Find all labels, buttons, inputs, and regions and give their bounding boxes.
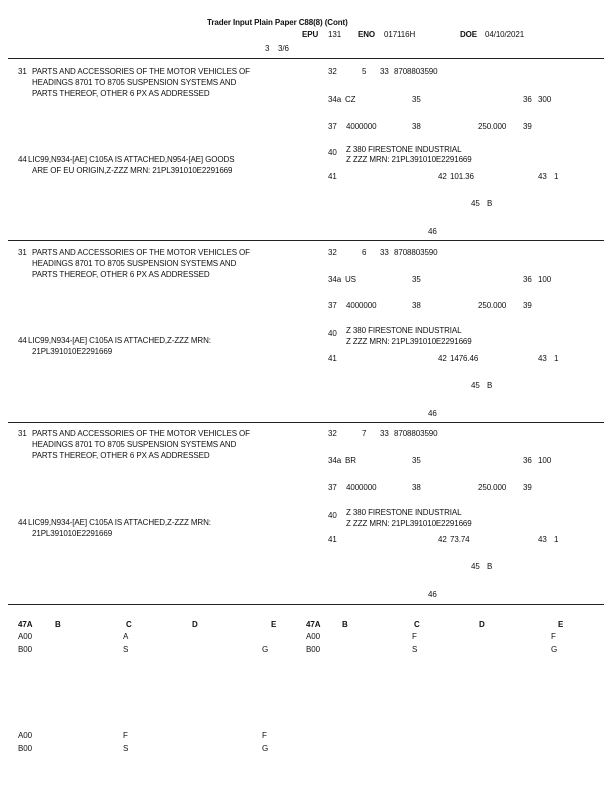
box38-label: 38 [412,301,421,310]
box35-label: 35 [412,95,421,104]
tax-header-47a: 47A [18,620,33,629]
previous-document-line-1: Z 380 FIRESTONE INDUSTRIAL [346,145,462,154]
box35-label: 35 [412,275,421,284]
origin-country: US [345,275,356,284]
tax-row-label: A00 [306,632,320,641]
box45-label: 45 [471,562,480,571]
tax-row-e: F [262,731,267,740]
box32-label: 32 [328,248,337,257]
box34a-label: 34a [328,95,342,104]
box33-label: 33 [380,248,389,257]
epu-value: 131 [328,30,342,39]
commodity-code: 8708803590 [394,248,438,257]
cpc-value: 4000000 [346,483,377,492]
box32-label: 32 [328,429,337,438]
box43-label: 43 [538,535,547,544]
item-number: 6 [362,248,367,257]
box41-label: 41 [328,535,337,544]
box42-label: 42 [438,172,447,181]
origin-country: BR [345,456,356,465]
box35-label: 35 [412,456,421,465]
tax-header-b: B [55,620,61,629]
item-separator [8,422,604,423]
tax-header-e: E [558,620,564,629]
box39-label: 39 [523,483,532,492]
box45-label: 45 [471,199,480,208]
box44-number: 44 [18,155,27,164]
box32-label: 32 [328,67,337,76]
box37-label: 37 [328,301,337,310]
tax-header-e: E [271,620,277,629]
box31-line-3: PARTS THEREOF, OTHER 6 PX AS ADDRESSED [32,451,210,460]
box41-label: 41 [328,354,337,363]
box43-value: 1 [554,354,559,363]
tax-header-d: D [192,620,198,629]
box36-value: 300 [538,95,552,104]
box31-line-2: HEADINGS 8701 TO 8705 SUSPENSION SYSTEMS AND [32,440,237,449]
box40-label: 40 [328,329,337,338]
previous-document-line-1: Z 380 FIRESTONE INDUSTRIAL [346,508,462,517]
box34a-label: 34a [328,456,342,465]
box31-line-1: PARTS AND ACCESSORIES OF THE MOTOR VEHICLES OF [32,248,250,257]
item-price: 101.36 [450,172,474,181]
net-mass: 250.000 [478,122,507,131]
item-number: 7 [362,429,367,438]
doe-label: DOE [460,30,478,39]
tax-row-label: B00 [18,744,32,753]
box31-line-2: HEADINGS 8701 TO 8705 SUSPENSION SYSTEMS AND [32,259,237,268]
item-separator [8,604,604,605]
box34a-label: 34a [328,275,342,284]
box43-value: 1 [554,172,559,181]
origin-country: CZ [345,95,356,104]
commodity-code: 8708803590 [394,429,438,438]
box31-number: 31 [18,67,27,76]
box40-label: 40 [328,148,337,157]
previous-document-line-2: Z ZZZ MRN: 21PL391010E2291669 [346,337,472,346]
tax-header-c: C [414,620,420,629]
epu-label: EPU [302,30,319,39]
net-mass: 250.000 [478,483,507,492]
header-rule [8,58,604,59]
tax-row-e: G [262,645,269,654]
box31-line-1: PARTS AND ACCESSORIES OF THE MOTOR VEHICLES OF [32,67,250,76]
box44-number: 44 [18,336,27,345]
doe-value: 04/10/2021 [485,30,525,39]
tax-row-label: A00 [18,731,32,740]
box43-value: 1 [554,535,559,544]
box31-line-2: HEADINGS 8701 TO 8705 SUSPENSION SYSTEMS AND [32,78,237,87]
tax-row-e: G [262,744,269,753]
box44-line-2: ARE OF EU ORIGIN,Z-ZZZ MRN: 21PL391010E2291669 [32,166,233,175]
box36-label: 36 [523,275,532,284]
document-title: Trader Input Plain Paper C88(8) (Cont) [207,18,348,27]
tax-row-c: F [412,632,417,641]
tax-row-e: G [551,645,558,654]
box31-line-3: PARTS THEREOF, OTHER 6 PX AS ADDRESSED [32,89,210,98]
box33-label: 33 [380,429,389,438]
tax-row-label: B00 [18,645,32,654]
eno-label: ENO [358,30,376,39]
box44-number: 44 [18,518,27,527]
box42-label: 42 [438,354,447,363]
box31-line-1: PARTS AND ACCESSORIES OF THE MOTOR VEHICLES OF [32,429,250,438]
box41-label: 41 [328,172,337,181]
cpc-value: 4000000 [346,301,377,310]
box36-value: 100 [538,275,552,284]
previous-document-line-1: Z 380 FIRESTONE INDUSTRIAL [346,326,462,335]
box44-line-2: 21PL391010E2291669 [32,529,113,538]
box43-label: 43 [538,172,547,181]
box44-line-2: 21PL391010E2291669 [32,347,113,356]
box38-label: 38 [412,483,421,492]
box31-number: 31 [18,429,27,438]
tax-header-b: B [342,620,348,629]
box45-value: B [487,562,493,571]
item-separator [8,240,604,241]
tax-header-d: D [479,620,485,629]
tax-row-c: S [123,645,129,654]
item-price: 1476.46 [450,354,479,363]
box37-label: 37 [328,122,337,131]
box44-line-1: LIC99,N934-[AE] C105A IS ATTACHED,N954-[AE] GOODS [28,155,235,164]
box36-value: 100 [538,456,552,465]
tax-row-c: A [123,632,129,641]
box36-label: 36 [523,95,532,104]
tax-row-label: B00 [306,645,320,654]
tax-header-47a: 47A [306,620,321,629]
box40-label: 40 [328,511,337,520]
box44-line-1: LIC99,N934-[AE] C105A IS ATTACHED,Z-ZZZ MRN: [28,336,211,345]
tax-row-e: F [551,632,556,641]
box46-label: 46 [428,590,437,599]
box45-label: 45 [471,381,480,390]
commodity-code: 8708803590 [394,67,438,76]
box31-number: 31 [18,248,27,257]
box39-label: 39 [523,122,532,131]
eno-value: 017116H [384,30,416,39]
cpc-value: 4000000 [346,122,377,131]
tax-row-c: S [123,744,129,753]
item-price: 73.74 [450,535,470,544]
net-mass: 250.000 [478,301,507,310]
box39-label: 39 [523,301,532,310]
box45-value: B [487,381,493,390]
box37-label: 37 [328,483,337,492]
tax-row-label: A00 [18,632,32,641]
tax-header-c: C [126,620,132,629]
box46-label: 46 [428,227,437,236]
box42-label: 42 [438,535,447,544]
previous-document-line-2: Z ZZZ MRN: 21PL391010E2291669 [346,155,472,164]
item-number: 5 [362,67,367,76]
previous-document-line-2: Z ZZZ MRN: 21PL391010E2291669 [346,519,472,528]
box43-label: 43 [538,354,547,363]
box33-label: 33 [380,67,389,76]
tax-row-c: S [412,645,418,654]
box46-label: 46 [428,409,437,418]
box36-label: 36 [523,456,532,465]
page-number: 3 [265,44,270,53]
box44-line-1: LIC99,N934-[AE] C105A IS ATTACHED,Z-ZZZ MRN: [28,518,211,527]
box31-line-3: PARTS THEREOF, OTHER 6 PX AS ADDRESSED [32,270,210,279]
box38-label: 38 [412,122,421,131]
page-of: 3/6 [278,44,289,53]
box45-value: B [487,199,493,208]
tax-row-c: F [123,731,128,740]
